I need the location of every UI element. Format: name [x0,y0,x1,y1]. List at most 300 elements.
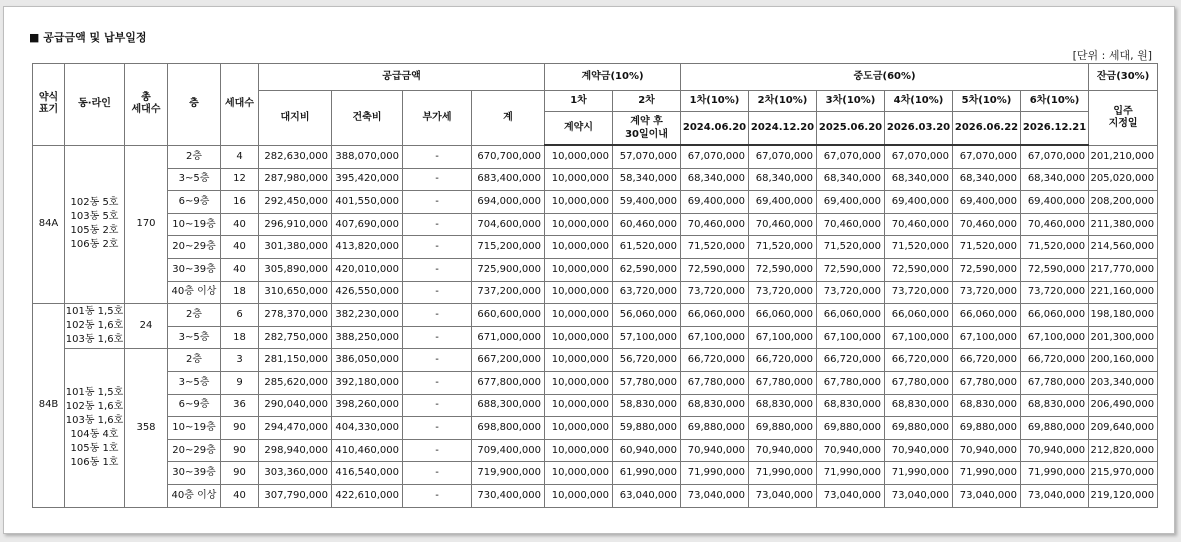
header-mid-2: 2차(10%) [749,91,817,112]
table-body [33,145,1158,507]
type-cell: 84A [33,145,65,304]
deposit-2-cell: 61,990,000 [613,462,681,485]
mid-payment-1-cell: 67,780,000 [681,371,749,394]
mid-payment-6-cell: 68,830,000 [1021,394,1089,417]
mid-payment-5-cell: 69,400,000 [953,191,1021,214]
mid-payment-6-cell: 73,040,000 [1021,484,1089,507]
mid-payment-1-cell: 68,340,000 [681,168,749,191]
floor-cell: 3~5층 [168,326,221,349]
total-price-cell: 737,200,000 [472,281,545,304]
mid-payment-6-cell: 71,990,000 [1021,462,1089,485]
mid-payment-5-cell: 66,720,000 [953,349,1021,372]
total-price-cell: 683,400,000 [472,168,545,191]
land-price-cell: 303,360,000 [259,462,332,485]
building-price-cell: 386,050,000 [332,349,403,372]
mid-payment-2-cell: 68,340,000 [749,168,817,191]
deposit-1-cell: 10,000,000 [545,236,613,259]
building-price-cell: 416,540,000 [332,462,403,485]
mid-payment-4-cell: 67,070,000 [885,145,953,168]
deposit-2-cell: 61,520,000 [613,236,681,259]
balance-cell: 203,340,000 [1089,371,1158,394]
mid-payment-4-cell: 71,520,000 [885,236,953,259]
vat-cell: - [403,439,472,462]
vat-cell: - [403,236,472,259]
units-cell: 4 [221,145,259,168]
mid-payment-3-cell: 66,060,000 [817,304,885,327]
units-cell: 90 [221,417,259,440]
mid-payment-5-cell: 67,780,000 [953,371,1021,394]
table-row [33,462,1158,485]
vat-cell: - [403,258,472,281]
mid-payment-3-cell: 71,520,000 [817,236,885,259]
units-cell: 36 [221,394,259,417]
vat-cell: - [403,145,472,168]
header-supply: 공급금액 [259,64,545,91]
balance-cell: 217,770,000 [1089,258,1158,281]
mid-payment-2-cell: 69,400,000 [749,191,817,214]
mid-payment-4-cell: 66,060,000 [885,304,953,327]
header-mid-1: 1차(10%) [681,91,749,112]
deposit-2-cell: 57,100,000 [613,326,681,349]
mid-payment-1-cell: 67,100,000 [681,326,749,349]
building-price-cell: 388,250,000 [332,326,403,349]
building-price-cell: 404,330,000 [332,417,403,440]
vat-cell: - [403,484,472,507]
mid-payment-5-cell: 67,100,000 [953,326,1021,349]
building-price-cell: 426,550,000 [332,281,403,304]
units-cell: 90 [221,439,259,462]
floor-cell: 40층 이상 [168,484,221,507]
mid-payment-2-cell: 71,520,000 [749,236,817,259]
vat-cell: - [403,462,472,485]
mid-payment-3-cell: 71,990,000 [817,462,885,485]
units-cell: 9 [221,371,259,394]
balance-cell: 221,160,000 [1089,281,1158,304]
mid-payment-4-cell: 69,880,000 [885,417,953,440]
mid-payment-4-cell: 70,460,000 [885,213,953,236]
units-cell: 6 [221,304,259,327]
mid-payment-1-cell: 71,520,000 [681,236,749,259]
mid-payment-6-cell: 66,720,000 [1021,349,1089,372]
mid-payment-1-cell: 72,590,000 [681,258,749,281]
header-mid-date-5: 2026.06.22 [953,112,1021,146]
mid-payment-2-cell: 67,780,000 [749,371,817,394]
mid-payment-4-cell: 73,720,000 [885,281,953,304]
units-cell: 40 [221,236,259,259]
header-mid-3: 3차(10%) [817,91,885,112]
deposit-1-cell: 10,000,000 [545,145,613,168]
mid-payment-1-cell: 68,830,000 [681,394,749,417]
mid-payment-3-cell: 73,720,000 [817,281,885,304]
mid-payment-3-cell: 69,400,000 [817,191,885,214]
deposit-2-cell: 63,720,000 [613,281,681,304]
table-row [33,191,1158,214]
deposit-2-cell: 60,940,000 [613,439,681,462]
floor-cell: 20~29층 [168,236,221,259]
table-row [33,326,1158,349]
deposit-1-cell: 10,000,000 [545,281,613,304]
vat-cell: - [403,304,472,327]
vat-cell: - [403,349,472,372]
mid-payment-3-cell: 70,460,000 [817,213,885,236]
units-cell: 90 [221,462,259,485]
land-price-cell: 298,940,000 [259,439,332,462]
mid-payment-6-cell: 70,940,000 [1021,439,1089,462]
units-cell: 40 [221,213,259,236]
mid-payment-5-cell: 68,830,000 [953,394,1021,417]
deposit-2-cell: 62,590,000 [613,258,681,281]
total-price-cell: 671,000,000 [472,326,545,349]
floor-cell: 10~19층 [168,417,221,440]
units-cell: 40 [221,258,259,281]
land-price-cell: 287,980,000 [259,168,332,191]
deposit-2-cell: 60,460,000 [613,213,681,236]
deposit-1-cell: 10,000,000 [545,213,613,236]
dong-line-cell [65,145,125,304]
mid-payment-5-cell: 72,590,000 [953,258,1021,281]
mid-payment-1-cell: 73,040,000 [681,484,749,507]
table-row [33,213,1158,236]
land-price-cell: 301,380,000 [259,236,332,259]
mid-payment-2-cell: 70,460,000 [749,213,817,236]
deposit-1-cell: 10,000,000 [545,258,613,281]
units-cell: 12 [221,168,259,191]
total-price-cell: 725,900,000 [472,258,545,281]
land-price-cell: 305,890,000 [259,258,332,281]
header-dep2: 2차 [613,91,681,112]
balance-cell: 201,210,000 [1089,145,1158,168]
deposit-1-cell: 10,000,000 [545,304,613,327]
vat-cell: - [403,281,472,304]
type-cell: 84B [33,304,65,507]
deposit-2-cell: 58,830,000 [613,394,681,417]
mid-payment-4-cell: 71,990,000 [885,462,953,485]
mid-payment-3-cell: 72,590,000 [817,258,885,281]
mid-payment-2-cell: 67,070,000 [749,145,817,168]
balance-cell: 198,180,000 [1089,304,1158,327]
mid-payment-2-cell: 69,880,000 [749,417,817,440]
header-total-units: 총 세대수 [125,64,168,146]
mid-payment-1-cell: 73,720,000 [681,281,749,304]
table-row [33,349,1158,372]
mid-payment-1-cell: 71,990,000 [681,462,749,485]
unit-note: [단위 : 세대, 원] [1072,49,1152,62]
mid-payment-3-cell: 70,940,000 [817,439,885,462]
mid-payment-4-cell: 66,720,000 [885,349,953,372]
mid-payment-5-cell: 70,460,000 [953,213,1021,236]
vat-cell: - [403,168,472,191]
building-price-cell: 382,230,000 [332,304,403,327]
building-price-cell: 401,550,000 [332,191,403,214]
header-dep2-when: 계약 후 30일이내 [613,112,681,146]
land-price-cell: 292,450,000 [259,191,332,214]
total-price-cell: 670,700,000 [472,145,545,168]
floor-cell: 30~39층 [168,258,221,281]
land-price-cell: 278,370,000 [259,304,332,327]
mid-payment-6-cell: 67,100,000 [1021,326,1089,349]
table-row [33,168,1158,191]
mid-payment-4-cell: 73,040,000 [885,484,953,507]
dong-line-cell [65,349,125,507]
total-units-cell: 24 [125,304,168,349]
dong-line-text: 101동 1,5호 102동 1,6호 103동 1,6호 104동 4호 105동 1호 106동 1호 [65,386,124,468]
dong-line-text: 101동 1,5호 102동 1,6호 103동 1,6호 [65,306,124,346]
floor-cell: 2층 [168,304,221,327]
mid-payment-2-cell: 66,060,000 [749,304,817,327]
total-price-cell: 719,900,000 [472,462,545,485]
deposit-1-cell: 10,000,000 [545,326,613,349]
mid-payment-3-cell: 66,720,000 [817,349,885,372]
mid-payment-2-cell: 67,100,000 [749,326,817,349]
supply-price-table [32,63,1158,508]
balance-cell: 211,380,000 [1089,213,1158,236]
floor-cell: 3~5층 [168,371,221,394]
header-floor: 층 [168,64,221,146]
floor-cell: 2층 [168,145,221,168]
building-price-cell: 413,820,000 [332,236,403,259]
header-mid-date-4: 2026.03.20 [885,112,953,146]
header-building: 건축비 [332,91,403,146]
mid-payment-4-cell: 67,100,000 [885,326,953,349]
mid-payment-6-cell: 69,400,000 [1021,191,1089,214]
mid-payment-5-cell: 69,880,000 [953,417,1021,440]
header-units: 세대수 [221,64,259,146]
balance-cell: 206,490,000 [1089,394,1158,417]
header-dong-line: 동·라인 [65,64,125,146]
mid-payment-5-cell: 68,340,000 [953,168,1021,191]
table-row [33,145,1158,168]
balance-cell: 215,970,000 [1089,462,1158,485]
building-price-cell: 388,070,000 [332,145,403,168]
table-row [33,258,1158,281]
header-mid-payment: 중도금(60%) [681,64,1089,91]
floor-cell: 6~9층 [168,394,221,417]
deposit-2-cell: 56,720,000 [613,349,681,372]
land-price-cell: 307,790,000 [259,484,332,507]
mid-payment-4-cell: 70,940,000 [885,439,953,462]
total-price-cell: 704,600,000 [472,213,545,236]
floor-cell: 40층 이상 [168,281,221,304]
land-price-cell: 282,630,000 [259,145,332,168]
balance-cell: 200,160,000 [1089,349,1158,372]
header-mid-date-1: 2024.06.20 [681,112,749,146]
building-price-cell: 410,460,000 [332,439,403,462]
total-price-cell: 660,600,000 [472,304,545,327]
floor-cell: 2층 [168,349,221,372]
building-price-cell: 398,260,000 [332,394,403,417]
total-price-cell: 715,200,000 [472,236,545,259]
mid-payment-6-cell: 72,590,000 [1021,258,1089,281]
units-cell: 40 [221,484,259,507]
deposit-1-cell: 10,000,000 [545,439,613,462]
mid-payment-2-cell: 72,590,000 [749,258,817,281]
mid-payment-6-cell: 69,880,000 [1021,417,1089,440]
header-mid-5: 5차(10%) [953,91,1021,112]
balance-cell: 219,120,000 [1089,484,1158,507]
deposit-2-cell: 59,880,000 [613,417,681,440]
building-price-cell: 392,180,000 [332,371,403,394]
mid-payment-6-cell: 68,340,000 [1021,168,1089,191]
mid-payment-4-cell: 72,590,000 [885,258,953,281]
mid-payment-1-cell: 69,400,000 [681,191,749,214]
mid-payment-1-cell: 70,460,000 [681,213,749,236]
mid-payment-1-cell: 69,880,000 [681,417,749,440]
mid-payment-2-cell: 71,990,000 [749,462,817,485]
document-panel [3,6,1175,534]
mid-payment-4-cell: 68,830,000 [885,394,953,417]
vat-cell: - [403,213,472,236]
mid-payment-5-cell: 71,990,000 [953,462,1021,485]
balance-cell: 212,820,000 [1089,439,1158,462]
header-land: 대지비 [259,91,332,146]
mid-payment-5-cell: 73,040,000 [953,484,1021,507]
units-cell: 18 [221,281,259,304]
building-price-cell: 407,690,000 [332,213,403,236]
header-mid-date-2: 2024.12.20 [749,112,817,146]
header-mid-date-3: 2025.06.20 [817,112,885,146]
mid-payment-5-cell: 70,940,000 [953,439,1021,462]
mid-payment-5-cell: 67,070,000 [953,145,1021,168]
deposit-2-cell: 59,400,000 [613,191,681,214]
total-price-cell: 709,400,000 [472,439,545,462]
mid-payment-6-cell: 67,780,000 [1021,371,1089,394]
header-sum: 계 [472,91,545,146]
vat-cell: - [403,417,472,440]
mid-payment-1-cell: 70,940,000 [681,439,749,462]
table-row [33,484,1158,507]
land-price-cell: 282,750,000 [259,326,332,349]
building-price-cell: 420,010,000 [332,258,403,281]
mid-payment-1-cell: 66,060,000 [681,304,749,327]
dong-line-text: 102동 5호 103동 5호 105동 2호 106동 2호 [70,197,119,251]
total-units-cell: 358 [125,349,168,507]
building-price-cell: 422,610,000 [332,484,403,507]
units-cell: 18 [221,326,259,349]
mid-payment-4-cell: 69,400,000 [885,191,953,214]
total-units-cell: 170 [125,145,168,304]
mid-payment-4-cell: 68,340,000 [885,168,953,191]
header-balance-when: 입주 지정일 [1089,91,1158,146]
deposit-1-cell: 10,000,000 [545,462,613,485]
mid-payment-2-cell: 73,720,000 [749,281,817,304]
header-dep1-when: 계약시 [545,112,613,146]
mid-payment-5-cell: 71,520,000 [953,236,1021,259]
land-price-cell: 296,910,000 [259,213,332,236]
table-row [33,439,1158,462]
land-price-cell: 281,150,000 [259,349,332,372]
header-dep1: 1차 [545,91,613,112]
units-cell: 16 [221,191,259,214]
total-price-cell: 698,800,000 [472,417,545,440]
total-price-cell: 667,200,000 [472,349,545,372]
header-type: 약식 표기 [33,64,65,146]
balance-cell: 209,640,000 [1089,417,1158,440]
mid-payment-6-cell: 70,460,000 [1021,213,1089,236]
mid-payment-3-cell: 68,830,000 [817,394,885,417]
mid-payment-1-cell: 67,070,000 [681,145,749,168]
mid-payment-2-cell: 66,720,000 [749,349,817,372]
total-price-cell: 677,800,000 [472,371,545,394]
header-balance: 잔금(30%) [1089,64,1158,91]
land-price-cell: 310,650,000 [259,281,332,304]
mid-payment-2-cell: 73,040,000 [749,484,817,507]
deposit-2-cell: 58,340,000 [613,168,681,191]
floor-cell: 3~5층 [168,168,221,191]
header-mid-date-6: 2026.12.21 [1021,112,1089,146]
table-row [33,236,1158,259]
header-mid-4: 4차(10%) [885,91,953,112]
dong-line-cell [65,304,125,349]
mid-payment-5-cell: 73,720,000 [953,281,1021,304]
section-title: ■ 공급금액 및 납부일정 [29,31,147,44]
building-price-cell: 395,420,000 [332,168,403,191]
deposit-2-cell: 57,070,000 [613,145,681,168]
vat-cell: - [403,371,472,394]
balance-cell: 214,560,000 [1089,236,1158,259]
mid-payment-4-cell: 67,780,000 [885,371,953,394]
mid-payment-1-cell: 66,720,000 [681,349,749,372]
deposit-1-cell: 10,000,000 [545,168,613,191]
balance-cell: 201,300,000 [1089,326,1158,349]
deposit-1-cell: 10,000,000 [545,371,613,394]
mid-payment-3-cell: 67,070,000 [817,145,885,168]
mid-payment-3-cell: 69,880,000 [817,417,885,440]
mid-payment-3-cell: 73,040,000 [817,484,885,507]
floor-cell: 30~39층 [168,462,221,485]
units-cell: 3 [221,349,259,372]
vat-cell: - [403,394,472,417]
table-row [33,371,1158,394]
header-vat: 부가세 [403,91,472,146]
table-row [33,304,1158,327]
mid-payment-3-cell: 68,340,000 [817,168,885,191]
deposit-2-cell: 56,060,000 [613,304,681,327]
table-row [33,281,1158,304]
floor-cell: 20~29층 [168,439,221,462]
table-row [33,394,1158,417]
mid-payment-2-cell: 68,830,000 [749,394,817,417]
vat-cell: - [403,191,472,214]
mid-payment-6-cell: 66,060,000 [1021,304,1089,327]
total-price-cell: 694,000,000 [472,191,545,214]
mid-payment-6-cell: 71,520,000 [1021,236,1089,259]
floor-cell: 10~19층 [168,213,221,236]
deposit-1-cell: 10,000,000 [545,417,613,440]
mid-payment-3-cell: 67,780,000 [817,371,885,394]
header-deposit: 계약금(10%) [545,64,681,91]
deposit-1-cell: 10,000,000 [545,191,613,214]
total-price-cell: 688,300,000 [472,394,545,417]
mid-payment-5-cell: 66,060,000 [953,304,1021,327]
land-price-cell: 285,620,000 [259,371,332,394]
mid-payment-2-cell: 70,940,000 [749,439,817,462]
deposit-2-cell: 57,780,000 [613,371,681,394]
mid-payment-3-cell: 67,100,000 [817,326,885,349]
balance-cell: 205,020,000 [1089,168,1158,191]
balance-cell: 208,200,000 [1089,191,1158,214]
table-row [33,417,1158,440]
vat-cell: - [403,326,472,349]
mid-payment-6-cell: 73,720,000 [1021,281,1089,304]
header-mid-6: 6차(10%) [1021,91,1089,112]
total-price-cell: 730,400,000 [472,484,545,507]
floor-cell: 6~9층 [168,191,221,214]
mid-payment-6-cell: 67,070,000 [1021,145,1089,168]
land-price-cell: 290,040,000 [259,394,332,417]
deposit-1-cell: 10,000,000 [545,484,613,507]
deposit-1-cell: 10,000,000 [545,349,613,372]
land-price-cell: 294,470,000 [259,417,332,440]
